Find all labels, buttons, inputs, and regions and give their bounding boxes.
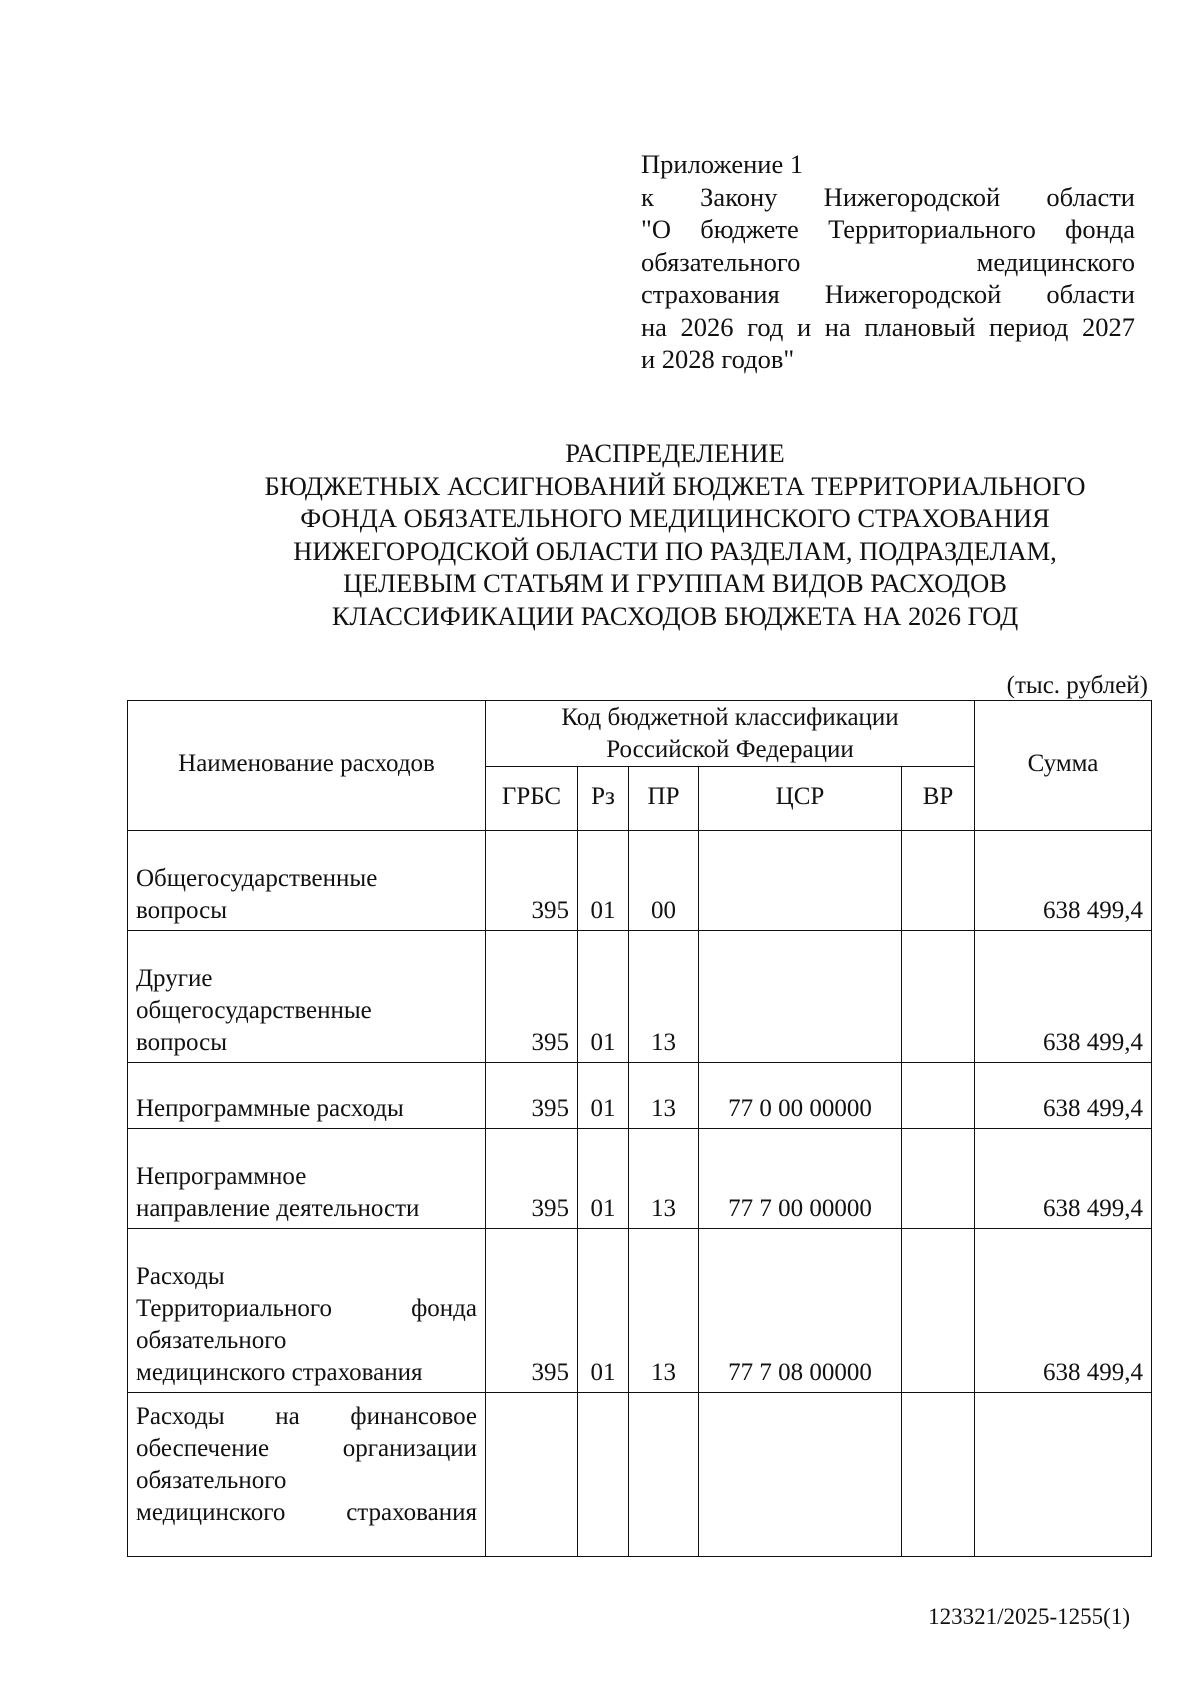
row-vr	[902, 1393, 975, 1557]
row-csr	[699, 831, 902, 931]
row-grbs: 395	[486, 1129, 578, 1229]
row-pr: 13	[629, 1229, 699, 1393]
header-csr: ЦСР	[699, 767, 902, 831]
header-sum: Сумма	[975, 701, 1152, 831]
row-name-line: обязательного	[136, 1467, 287, 1494]
row-csr	[699, 931, 902, 1063]
row-name-line: медицинского страхования	[136, 1499, 477, 1526]
title-line: ЦЕЛЕВЫМ СТАТЬЯМ И ГРУППАМ ВИДОВ РАСХОДОВ	[343, 568, 1007, 598]
header-rz: Рз	[578, 767, 629, 831]
row-csr: 77 7 08 00000	[699, 1229, 902, 1393]
row-sum	[975, 1393, 1152, 1557]
title-line: БЮДЖЕТНЫХ АССИГНОВАНИЙ БЮДЖЕТА ТЕРРИТОРИАЛЬНОГО	[264, 470, 1086, 501]
row-rz: 01	[578, 1229, 629, 1393]
row-grbs	[486, 1393, 578, 1557]
row-rz: 01	[578, 831, 629, 931]
row-csr: 77 0 00 00000	[699, 1063, 902, 1129]
title-line: НИЖЕГОРОДСКОЙ ОБЛАСТИ ПО РАЗДЕЛАМ, ПОДРАЗДЕЛАМ,	[293, 535, 1057, 566]
table-row	[128, 831, 1152, 931]
appendix-line: на 2026 год и на плановый период 2027	[641, 311, 1135, 342]
row-name	[128, 831, 486, 931]
row-name-line: медицинского страхования	[136, 1359, 423, 1386]
row-name	[128, 1393, 486, 1557]
table-row	[128, 1063, 1152, 1129]
page-identifier: 123321/2025-1255(1)	[928, 1604, 1130, 1629]
row-name-line: Другие	[136, 965, 213, 992]
row-vr	[902, 831, 975, 931]
table-row	[128, 1129, 1152, 1229]
row-sum: 638 499,4	[975, 1063, 1152, 1129]
row-grbs: 395	[486, 1229, 578, 1393]
document-title	[200, 437, 1150, 632]
header-name: Наименование расходов	[128, 701, 486, 831]
header-code-group: Код бюджетной классификации Российской Федерации	[486, 701, 975, 767]
row-pr: 13	[629, 1129, 699, 1229]
row-name-line: Общегосударственные	[136, 865, 378, 892]
row-grbs: 395	[486, 831, 578, 931]
row-rz: 01	[578, 1129, 629, 1229]
row-name	[128, 931, 486, 1063]
row-name-line: вопросы	[136, 1029, 228, 1056]
row-rz	[578, 1393, 629, 1557]
title-line: КЛАССИФИКАЦИИ РАСХОДОВ БЮДЖЕТА НА 2026 ГОД	[331, 600, 1019, 631]
row-sum: 638 499,4	[975, 1229, 1152, 1393]
row-name-line: Непрограммные расходы	[136, 1095, 404, 1122]
row-sum: 638 499,4	[975, 1129, 1152, 1229]
row-vr	[902, 931, 975, 1063]
table-row	[128, 1229, 1152, 1393]
row-rz: 01	[578, 1063, 629, 1129]
appendix-line: "О бюджете Территориального фонда	[641, 214, 1135, 244]
row-sum: 638 499,4	[975, 931, 1152, 1063]
header-pr: ПР	[629, 767, 699, 831]
units-label: (тыс. рублей)	[1006, 672, 1148, 699]
row-pr: 13	[629, 1063, 699, 1129]
row-name-line: обеспечение организации	[136, 1435, 477, 1462]
row-vr	[902, 1129, 975, 1229]
row-vr	[902, 1229, 975, 1393]
table-row	[128, 1393, 1152, 1557]
row-grbs: 395	[486, 931, 578, 1063]
appendix-header	[641, 148, 1135, 376]
row-csr: 77 7 00 00000	[699, 1129, 902, 1229]
header-vr: ВР	[902, 767, 975, 831]
row-rz: 01	[578, 931, 629, 1063]
row-vr	[902, 1063, 975, 1129]
row-name-line: Территориального фонда	[136, 1295, 477, 1322]
appendix-line: обязательного медицинского	[641, 246, 1135, 277]
row-name	[128, 1229, 486, 1393]
title-line: РАСПРЕДЕЛЕНИЕ	[565, 438, 785, 468]
row-name-line: Непрограммное	[136, 1163, 307, 1190]
appendix-line: страхования Нижегородской области	[641, 279, 1135, 309]
row-name-line: Расходы на финансовое	[136, 1403, 477, 1430]
row-sum: 638 499,4	[975, 831, 1152, 931]
row-grbs: 395	[486, 1063, 578, 1129]
appendix-line: к Закону Нижегородской области	[641, 181, 1135, 212]
header-grbs: ГРБС	[486, 767, 578, 831]
row-pr: 00	[629, 831, 699, 931]
budget-table	[127, 700, 1152, 1557]
appendix-line: Приложение 1	[641, 149, 804, 179]
title-line: ФОНДА ОБЯЗАТЕЛЬНОГО МЕДИЦИНСКОГО СТРАХОВАНИЯ	[300, 503, 1050, 533]
table-header	[128, 701, 1152, 831]
row-csr	[699, 1393, 902, 1557]
row-pr: 13	[629, 931, 699, 1063]
row-name-line: общегосударственные	[136, 997, 372, 1024]
row-name-line: Расходы	[136, 1263, 225, 1290]
appendix-line: и 2028 годов"	[641, 344, 795, 374]
row-pr	[629, 1393, 699, 1557]
table-row	[128, 931, 1152, 1063]
row-name	[128, 1063, 486, 1129]
row-name	[128, 1129, 486, 1229]
row-name-line: направление деятельности	[136, 1195, 420, 1222]
row-name-line: вопросы	[136, 897, 228, 924]
row-name-line: обязательного	[136, 1327, 287, 1354]
